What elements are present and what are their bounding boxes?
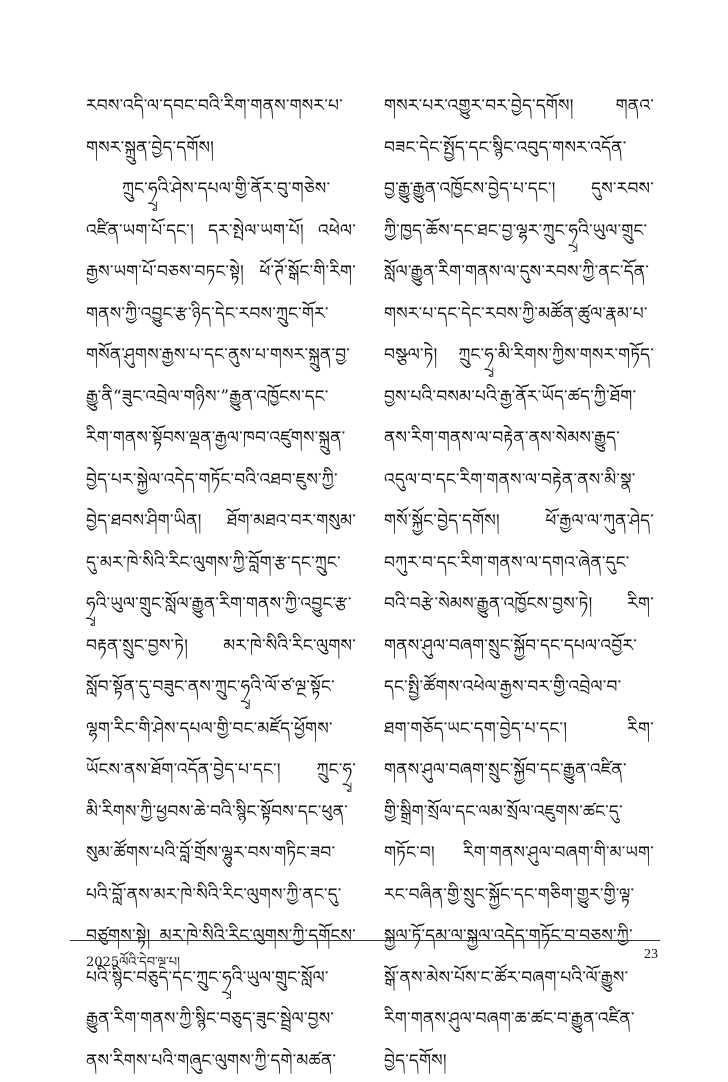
text-line: འཛིན་ཡག་པོ་དང་། དར་སྤེལ་ཡག་པོ། འཕེལ་ [86,211,356,253]
text-line: རབས་འདི་ལ་དབང་བའི་རིག་གནས་གསར་པ་ [86,86,356,128]
text-line: གསར་སྐྲུན་བྱེད་དགོས། [86,128,356,170]
text-line: རྒྱུ་ནི“ཟུང་འབྲེལ་གཉིས་”རྒྱུན་འཁྱོངས་དང་ [86,377,356,419]
text-line: བྱེད་པར་སྐྱེལ་འདེད་གཏོང་བའི་འཐབ་ཇུས་ཀྱི་ [86,460,356,502]
text-line: རིག་གནས་སྟོབས་ལྡན་རྒྱལ་ཁབ་འཛུགས་སྐྲུན་ [86,418,356,460]
text-line: བརྟན་སྲུང་བྱས་ཏེ། མར་ཁེ་སིའི་རིང་ལུགས་ [86,626,356,668]
text-line: ཧྲྭའི་ཡུལ་གྲུང་སློལ་རྒྱུན་རིག་གནས་ཀྱི་འབྱུང་རྩ་ [86,584,356,626]
text-line: ཀྲུང་ཧྲྭའི་ཤེས་དཔལ་གྱི་ནོར་བུ་གཅེས་ [86,169,356,211]
text-line: སྒོ་ནས་མེས་པོས་ང་ཚོར་བཞག་པའི་ལོ་རྒྱུས་ [384,958,654,1000]
text-line: རྒྱས་ཡག་པོ་བཅས་བཏང་སྟེ། ཕོ་ཊོ་སྒོང་གི་རིག་ [86,252,356,294]
text-line: གནས་ཤུལ་བཞག་སྲུང་སྐྱོབ་དང་རྒྱུན་འཛིན་ [384,750,654,792]
text-line: དང་སྤྱི་ཚོགས་འཕེལ་རྒྱས་བར་གྱི་འབྲེལ་བ་ [384,667,654,709]
issue-label: 2025ལོའི་དེབ་ལྔ་པ། [86,947,180,984]
text-line: བཟང་དེང་སྤྱོད་དང་སྙིང་འབུད་གསར་འདོན་ [384,128,654,170]
text-line: འདུལ་བ་དང་རིག་གནས་ལ་བརྟེན་ནས་མི་སྣ་ [384,460,654,502]
text-line: བྱེད་དགོས། [384,1041,654,1082]
text-line: གྱི་སྒྲིག་སྲོལ་དང་ལམ་སྲོལ་འཇུགས་ཚང་དུ་ [384,792,654,834]
text-line: ཐག་གཅོད་ཡང་དག་བྱེད་པ་དང་། རིག་ [384,709,654,751]
text-line: གསོ་སྐྱོང་བྱེད་དགོས། ཕོ་རྒྱལ་ལ་ཀུན་ཤེད་ [384,501,654,543]
text-line: རིག་གནས་ཤུལ་བཞག་ཆ་ཚང་བ་རྒྱུན་འཛིན་ [384,999,654,1041]
text-line: པའི་བློ་ནས་མར་ཁེ་སིའི་རིང་ལུགས་ཀྱི་ནང་དུ་ [86,875,356,917]
text-line: སུམ་ཚོགས་པའི་བློ་གྲོས་ལྷུར་བས་གཏིང་ཟབ་ [86,833,356,875]
text-line: གནས་ཤུལ་བཞག་སྲུང་སྐྱོབ་དང་དཔལ་འབྱོར་ [384,626,654,668]
text-line: མི་རིགས་ཀྱི་ཕྱབས་ཆེ་བའི་སྙིང་སྟོབས་དང་ཕུན་ [86,792,356,834]
text-line: ཡོངས་ནས་ཐོག་འདོན་བྱེད་པ་དང་། ཀྲུང་ཧྲྭ་ [86,750,356,792]
text-line: བསྩལ་ཏེ། ཀྲུང་ཧྲྭ་མི་རིགས་ཀྱིས་གསར་གཏོད་ [384,335,654,377]
text-line: བཙུགས་སྟེ། མར་ཁེ་སིའི་རིང་ལུགས་ཀྱི་དགོངས་ [86,916,356,958]
text-line: བྱས་པའི་བསམ་པའི་རྒྱ་ནོར་ཡོད་ཚད་ཀྱི་ཐོག་ [384,377,654,419]
text-line: སློལ་རྒྱུན་རིག་གནས་ལ་དུས་རབས་ཀྱི་ནང་དོན་ [384,252,654,294]
text-line: བྱ་རྒྱུ་རྒྱུན་འཁྱོངས་བྱེད་པ་དང་། དུས་རབས་ [384,169,654,211]
text-line: བྱེད་ཐབས་ཤིག་ཡིན། ཐོག་མཐའ་བར་གསུམ་ [86,501,356,543]
text-line: གསོན་ཤུགས་རྒྱས་པ་དང་ནུས་པ་གསར་སྐྲུན་བྱ་ [86,335,356,377]
text-line: ལྷག་རིང་གི་ཤེས་དཔལ་གྱི་བང་མཛོད་ཕྱོགས་ [86,709,356,751]
text-line: གསར་པར་འགྱུར་བར་བྱེད་དགོས། གནའ་ [384,86,654,128]
text-line: དུ་མར་ཁེ་སིའི་རིང་ལུགས་ཀྱི་བློག་རྩ་དང་ཀྲུང་ [86,543,356,585]
page-number: 23 [644,947,658,963]
text-line: གསར་པ་དང་དེང་རབས་ཀྱི་མཚོན་ཚུལ་རྣམ་པ་ [384,294,654,336]
left-column [86,86,356,1082]
text-line: བའི་བརྩེ་སེམས་རྒྱུན་འཁྱོངས་བྱས་ཏེ། རིག་ [384,584,654,626]
text-line: གནས་ཀྱི་འབྱུང་རྩ་ཉིད་དེང་རབས་ཀྲུང་གོར་ [86,294,356,336]
text-line: བཀུར་བ་དང་རིག་གནས་ལ་དགའ་ཞེན་དུང་ [384,543,654,585]
footer-divider [70,940,660,941]
text-line: པའི་སྙིང་བཅུད་དང་ཀྲུང་ཧྲྭའི་ཡུལ་གྲུང་སློལ་ [86,958,356,1000]
text-line: ནས་རིགས་པའི་གཞུང་ལུགས་ཀྱི་དགེ་མཚན་ [86,1041,356,1082]
text-line: ནས་རིག་གནས་ལ་བརྟེན་ནས་སེམས་རྒྱུད་ [384,418,654,460]
text-line: ཀྱི་ཁྱད་ཆོས་དང་ཐང་བྱ་ལྷར་ཀྲུང་ཧྲྭའི་ཡུལ་གྲུང་ [384,211,654,253]
right-column [384,86,654,1082]
text-line: གཏོང་བ། རིག་གནས་ཤུལ་བཞག་གི་མ་ཡག་ [384,833,654,875]
text-line: རང་བཞིན་གྱི་སྲུང་སྐྱོང་དང་གཅིག་གྱུར་གྱི་ལྟ་ [384,875,654,917]
text-line: རྒྱུན་རིག་གནས་ཀྱི་སྙིང་བཅུད་ཟུང་སྦྲེལ་བྱས་ [86,999,356,1041]
text-line: སློབ་སྟོན་དུ་བཟུང་ནས་ཀྲུང་ཧྲྭའི་ལོ་ཙ་ལྔ་སྟོང་ [86,667,356,709]
text-line: སྐྱལ་ཏོ་དམ་ལ་སྐྱལ་འདེད་གཏོང་བ་བཅས་ཀྱི་ [384,916,654,958]
